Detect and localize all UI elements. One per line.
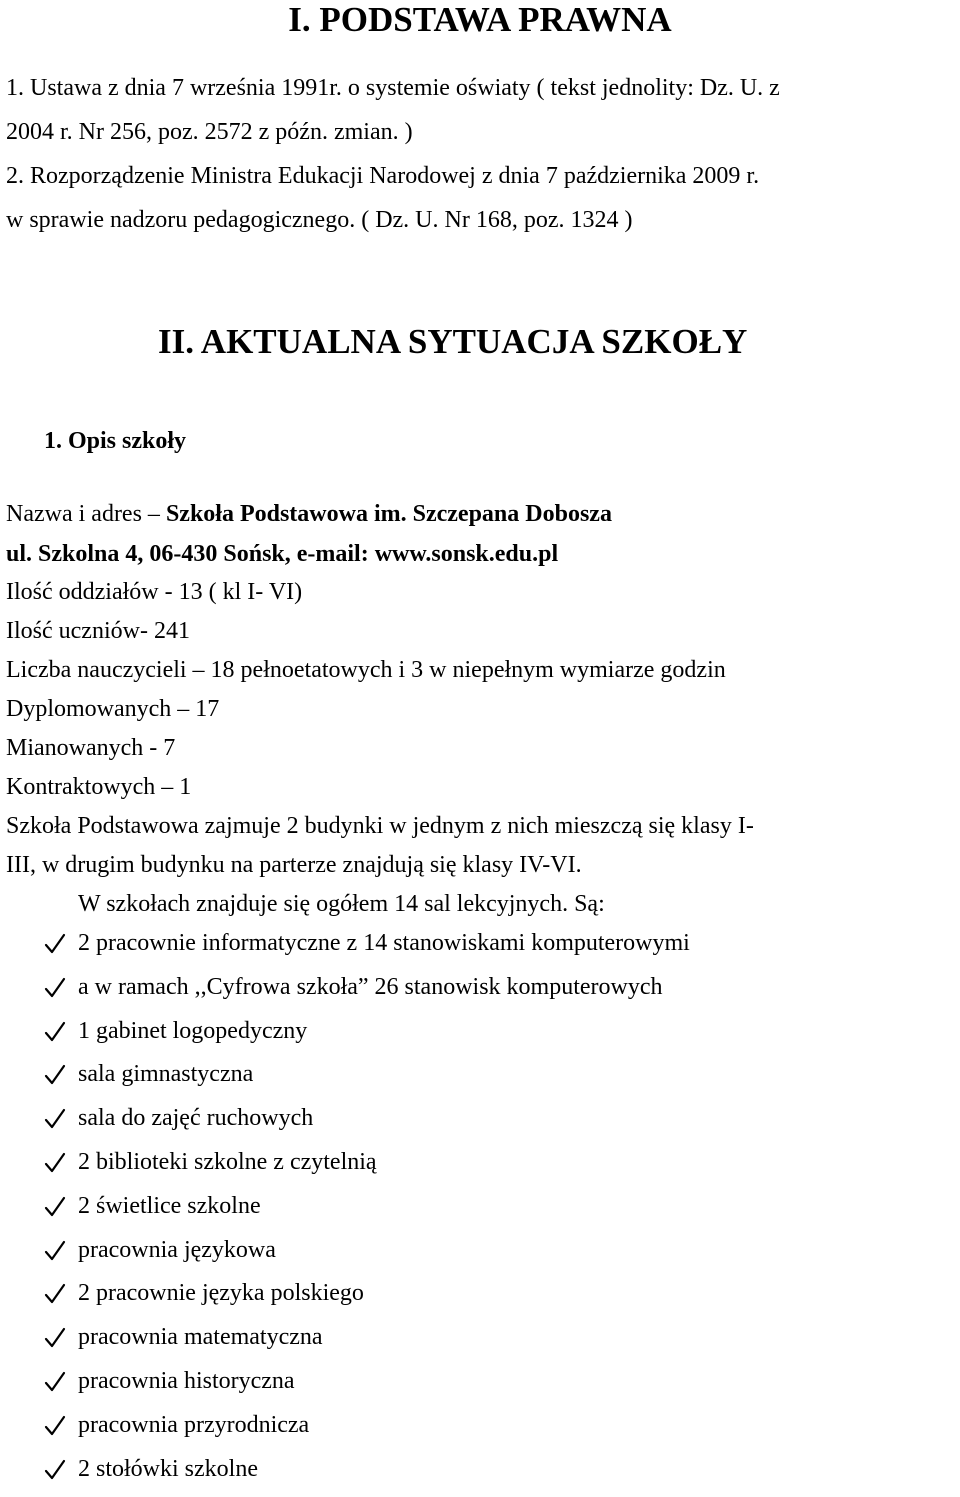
rooms-list-item-label: pracownia przyrodnicza — [78, 1411, 310, 1438]
rooms-list-item-label: 2 pracownie języka polskiego — [78, 1280, 364, 1307]
school-name-line — [6, 500, 612, 528]
checkmark-icon — [44, 1282, 66, 1306]
checkmark-icon — [44, 1107, 66, 1131]
description-line: III, w drugim budynku na parterze znajdują się klasy IV-VI. — [6, 852, 582, 878]
school-address: ul. Szkolna 4, 06-430 Sońsk, e-mail: www.sonsk.edu.pl — [6, 541, 559, 567]
checkmark-icon — [44, 1239, 66, 1263]
rooms-intro: W szkołach znajduje się ogółem 14 sal lekcyjnych. Są: — [78, 891, 605, 917]
rooms-list-item-label: 2 biblioteki szkolne z czytelnią — [78, 1148, 377, 1175]
legal-basis-line: 2. Rozporządzenie Ministra Edukacji Narodowej z dnia 7 października 2009 r. — [6, 163, 760, 189]
description-line: Mianowanych - 7 — [6, 735, 176, 761]
rooms-list-item-label: sala do zajęć ruchowych — [78, 1105, 314, 1132]
subsection-title-school-description: 1. Opis szkoły — [44, 428, 187, 454]
rooms-list-item-label: 1 gabinet logopedyczny — [78, 1017, 308, 1044]
rooms-list-item-label: 2 pracownie informatyczne z 14 stanowiskami komputerowymi — [78, 930, 690, 956]
description-line: Szkoła Podstawowa zajmuje 2 budynki w jednym z nich mieszczą się klasy I- — [6, 813, 754, 839]
rooms-list-item-label: 2 stołówki szkolne — [78, 1455, 258, 1482]
legal-basis-line: 2004 r. Nr 256, poz. 2572 z późn. zmian. ) — [6, 119, 413, 145]
rooms-list-item-label: pracownia językowa — [78, 1236, 276, 1263]
checkmark-icon — [44, 1195, 66, 1219]
checkmark-icon — [44, 1063, 66, 1087]
checkmark-icon — [44, 1151, 66, 1175]
section-title-legal-basis: I. PODSTAWA PRAWNA — [288, 0, 672, 39]
description-line: Ilość uczniów- 241 — [6, 618, 190, 644]
school-name-value: Szkoła Podstawowa im. Szczepana Dobosza — [165, 501, 612, 527]
checkmark-icon — [44, 932, 66, 956]
description-line: Liczba nauczycieli – 18 pełnoetatowych i 3 w niepełnym wymiarze godzin — [6, 657, 726, 683]
description-line: Ilość oddziałów - 13 ( kl I- VI) — [6, 579, 303, 605]
legal-basis-line: 1. Ustawa z dnia 7 września 1991r. o systemie oświaty ( tekst jednolity: Dz. U. z — [6, 75, 780, 101]
school-name-label: Nazwa i adres – — [6, 501, 166, 527]
rooms-list-item-label: sala gimnastyczna — [78, 1061, 254, 1088]
section-title-current-situation: II. AKTUALNA SYTUACJA SZKOŁY — [158, 322, 748, 361]
checkmark-icon — [44, 1326, 66, 1350]
rooms-list-item-label: pracownia historyczna — [78, 1367, 295, 1394]
rooms-list-item-label: 2 świetlice szkolne — [78, 1192, 261, 1219]
legal-basis-line: w sprawie nadzoru pedagogicznego. ( Dz. U. Nr 168, poz. 1324 ) — [6, 207, 633, 233]
rooms-list-item-label: pracownia matematyczna — [78, 1324, 323, 1351]
checkmark-icon — [44, 1020, 66, 1044]
checkmark-icon — [44, 1414, 66, 1438]
description-line: Kontraktowych – 1 — [6, 774, 192, 800]
rooms-list-item-label: a w ramach ,,Cyfrowa szkoła” 26 stanowisk komputerowych — [78, 973, 663, 1000]
checkmark-icon — [44, 1370, 66, 1394]
checkmark-icon — [44, 976, 66, 1000]
description-line: Dyplomowanych – 17 — [6, 696, 220, 722]
